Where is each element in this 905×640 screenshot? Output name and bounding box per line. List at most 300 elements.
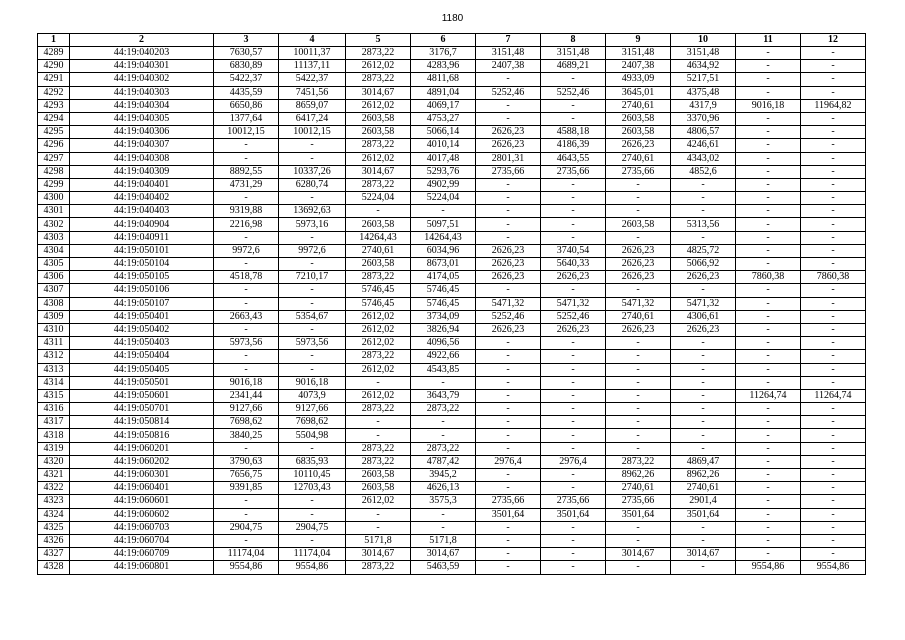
- value-cell: 4375,48: [671, 86, 736, 99]
- value-cell: 2873,22: [346, 178, 411, 191]
- value-cell: -: [736, 178, 801, 191]
- value-cell: 2626,23: [541, 271, 606, 284]
- value-cell: -: [801, 244, 866, 257]
- value-cell: 3370,96: [671, 112, 736, 125]
- cadastral-number-cell: 44:19:040305: [70, 112, 214, 125]
- value-cell: 5471,32: [541, 297, 606, 310]
- cadastral-number-cell: 44:19:040304: [70, 99, 214, 112]
- value-cell: -: [411, 205, 476, 218]
- value-cell: 11137,11: [279, 60, 346, 73]
- value-cell: 2735,66: [606, 495, 671, 508]
- value-cell: 9554,86: [801, 561, 866, 574]
- table-row: [38, 205, 866, 218]
- value-cell: 2603,58: [606, 218, 671, 231]
- value-cell: -: [541, 73, 606, 86]
- value-cell: -: [671, 521, 736, 534]
- value-cell: 2612,02: [346, 495, 411, 508]
- value-cell: -: [476, 429, 541, 442]
- value-cell: -: [541, 521, 606, 534]
- value-cell: -: [476, 205, 541, 218]
- value-cell: -: [541, 363, 606, 376]
- value-cell: -: [801, 403, 866, 416]
- table-row: [38, 310, 866, 323]
- value-cell: -: [736, 139, 801, 152]
- value-cell: -: [346, 429, 411, 442]
- value-cell: -: [801, 165, 866, 178]
- value-cell: 4317,9: [671, 99, 736, 112]
- column-header: 9: [606, 34, 671, 47]
- table-row: [38, 323, 866, 336]
- value-cell: 2873,22: [606, 455, 671, 468]
- table-row: [38, 469, 866, 482]
- cadastral-number-cell: 44:19:060801: [70, 561, 214, 574]
- value-cell: -: [214, 323, 279, 336]
- cadastral-number-cell: 44:19:040307: [70, 139, 214, 152]
- value-cell: 2873,22: [346, 403, 411, 416]
- value-cell: 14264,43: [346, 231, 411, 244]
- value-cell: 6830,89: [214, 60, 279, 73]
- value-cell: 4096,56: [411, 337, 476, 350]
- table-row: [38, 231, 866, 244]
- value-cell: 2873,22: [346, 73, 411, 86]
- value-cell: 2904,75: [214, 521, 279, 534]
- row-number-cell: 4310: [38, 323, 70, 336]
- value-cell: 10110,45: [279, 469, 346, 482]
- value-cell: 11174,04: [279, 548, 346, 561]
- value-cell: 5746,45: [411, 297, 476, 310]
- value-cell: 4933,09: [606, 73, 671, 86]
- row-number-cell: 4306: [38, 271, 70, 284]
- value-cell: -: [736, 429, 801, 442]
- value-cell: -: [214, 495, 279, 508]
- table-row: [38, 112, 866, 125]
- cadastral-number-cell: 44:19:050105: [70, 271, 214, 284]
- value-cell: 8962,26: [606, 469, 671, 482]
- table-row: [38, 442, 866, 455]
- value-cell: -: [541, 548, 606, 561]
- value-cell: 5746,45: [346, 284, 411, 297]
- cadastral-number-cell: 44:19:040403: [70, 205, 214, 218]
- value-cell: 3643,79: [411, 389, 476, 402]
- value-cell: -: [346, 376, 411, 389]
- column-header: 12: [801, 34, 866, 47]
- value-cell: -: [736, 534, 801, 547]
- value-cell: 2612,02: [346, 152, 411, 165]
- cadastral-number-cell: 44:19:050401: [70, 310, 214, 323]
- value-cell: -: [279, 363, 346, 376]
- value-cell: -: [279, 442, 346, 455]
- cadastral-number-cell: 44:19:060401: [70, 482, 214, 495]
- value-cell: 2612,02: [346, 60, 411, 73]
- value-cell: 5471,32: [606, 297, 671, 310]
- value-cell: 7210,17: [279, 271, 346, 284]
- value-cell: 7451,56: [279, 86, 346, 99]
- cadastral-number-cell: 44:19:060301: [70, 469, 214, 482]
- value-cell: 5066,14: [411, 126, 476, 139]
- value-cell: 9972,6: [279, 244, 346, 257]
- value-cell: -: [801, 231, 866, 244]
- value-cell: 9319,88: [214, 205, 279, 218]
- value-cell: -: [736, 508, 801, 521]
- value-cell: 4306,61: [671, 310, 736, 323]
- value-cell: 5471,32: [476, 297, 541, 310]
- cadastral-number-cell: 44:19:040203: [70, 47, 214, 60]
- row-number-cell: 4292: [38, 86, 70, 99]
- value-cell: 5171,8: [411, 534, 476, 547]
- value-cell: -: [411, 521, 476, 534]
- value-cell: 2901,4: [671, 495, 736, 508]
- value-cell: -: [801, 508, 866, 521]
- value-cell: 6280,74: [279, 178, 346, 191]
- table-row: [38, 178, 866, 191]
- row-number-cell: 4312: [38, 350, 70, 363]
- value-cell: -: [801, 205, 866, 218]
- value-cell: 4174,05: [411, 271, 476, 284]
- value-cell: 9554,86: [736, 561, 801, 574]
- value-cell: 2740,61: [606, 482, 671, 495]
- value-cell: 7860,38: [801, 271, 866, 284]
- value-cell: 4518,78: [214, 271, 279, 284]
- value-cell: -: [476, 363, 541, 376]
- value-cell: -: [736, 323, 801, 336]
- column-header: 5: [346, 34, 411, 47]
- value-cell: -: [279, 508, 346, 521]
- table-row: [38, 521, 866, 534]
- cadastral-number-cell: 44:19:050402: [70, 323, 214, 336]
- value-cell: -: [606, 350, 671, 363]
- value-cell: 2612,02: [346, 337, 411, 350]
- value-cell: -: [606, 337, 671, 350]
- value-cell: 4891,04: [411, 86, 476, 99]
- value-cell: 9554,86: [279, 561, 346, 574]
- value-cell: 5354,67: [279, 310, 346, 323]
- value-cell: -: [736, 442, 801, 455]
- value-cell: 2626,23: [671, 323, 736, 336]
- value-cell: -: [346, 521, 411, 534]
- value-cell: -: [671, 561, 736, 574]
- value-cell: 2626,23: [606, 271, 671, 284]
- value-cell: -: [736, 284, 801, 297]
- value-cell: -: [541, 403, 606, 416]
- value-cell: -: [214, 534, 279, 547]
- value-cell: 2626,23: [541, 323, 606, 336]
- value-cell: 3014,67: [346, 548, 411, 561]
- value-cell: -: [541, 205, 606, 218]
- value-cell: 2873,22: [411, 442, 476, 455]
- value-cell: 7656,75: [214, 469, 279, 482]
- value-cell: -: [736, 73, 801, 86]
- value-cell: -: [801, 310, 866, 323]
- value-cell: -: [346, 416, 411, 429]
- value-cell: 4869,47: [671, 455, 736, 468]
- value-cell: 5504,98: [279, 429, 346, 442]
- value-cell: 2341,44: [214, 389, 279, 402]
- value-cell: -: [214, 231, 279, 244]
- value-cell: -: [476, 99, 541, 112]
- value-cell: 2740,61: [671, 482, 736, 495]
- value-cell: 10337,26: [279, 165, 346, 178]
- row-number-cell: 4295: [38, 126, 70, 139]
- value-cell: 2626,23: [606, 323, 671, 336]
- row-number-cell: 4301: [38, 205, 70, 218]
- row-number-cell: 4296: [38, 139, 70, 152]
- value-cell: -: [606, 178, 671, 191]
- cadastral-number-cell: 44:19:060201: [70, 442, 214, 455]
- row-number-cell: 4314: [38, 376, 70, 389]
- value-cell: 5224,04: [346, 192, 411, 205]
- value-cell: 4643,55: [541, 152, 606, 165]
- row-number-cell: 4294: [38, 112, 70, 125]
- value-cell: -: [279, 297, 346, 310]
- value-cell: 2612,02: [346, 99, 411, 112]
- value-cell: -: [801, 416, 866, 429]
- page-number: 1180: [441, 13, 464, 24]
- table-row: [38, 534, 866, 547]
- value-cell: 9016,18: [214, 376, 279, 389]
- value-cell: 5252,46: [541, 310, 606, 323]
- row-number-cell: 4300: [38, 192, 70, 205]
- value-cell: -: [736, 231, 801, 244]
- value-cell: 2626,23: [476, 271, 541, 284]
- cadastral-number-cell: 44:19:040401: [70, 178, 214, 191]
- value-cell: -: [476, 403, 541, 416]
- value-cell: 2407,38: [476, 60, 541, 73]
- value-cell: -: [801, 442, 866, 455]
- value-cell: -: [671, 231, 736, 244]
- value-cell: 8659,07: [279, 99, 346, 112]
- value-cell: -: [736, 548, 801, 561]
- value-cell: 2976,4: [476, 455, 541, 468]
- value-cell: 2603,58: [346, 469, 411, 482]
- value-cell: 2612,02: [346, 389, 411, 402]
- value-cell: -: [476, 178, 541, 191]
- value-cell: -: [671, 403, 736, 416]
- value-cell: 3501,64: [671, 508, 736, 521]
- table-row: [38, 416, 866, 429]
- cadastral-number-cell: 44:19:050404: [70, 350, 214, 363]
- table-row: [38, 126, 866, 139]
- value-cell: -: [606, 231, 671, 244]
- value-cell: -: [671, 416, 736, 429]
- value-cell: 3840,25: [214, 429, 279, 442]
- value-cell: 5640,33: [541, 258, 606, 271]
- value-cell: 10012,15: [214, 126, 279, 139]
- value-cell: 8962,26: [671, 469, 736, 482]
- cadastral-number-cell: 44:19:050106: [70, 284, 214, 297]
- value-cell: 11964,82: [801, 99, 866, 112]
- column-header: 11: [736, 34, 801, 47]
- table-body: [38, 47, 866, 575]
- row-number-cell: 4309: [38, 310, 70, 323]
- cadastral-number-cell: 44:19:050501: [70, 376, 214, 389]
- value-cell: 2873,22: [346, 442, 411, 455]
- table-row: [38, 47, 866, 60]
- value-cell: -: [671, 284, 736, 297]
- table-row: [38, 363, 866, 376]
- value-cell: -: [279, 350, 346, 363]
- value-cell: -: [736, 86, 801, 99]
- value-cell: 4435,59: [214, 86, 279, 99]
- value-cell: 2626,23: [476, 323, 541, 336]
- value-cell: -: [671, 337, 736, 350]
- value-cell: -: [606, 284, 671, 297]
- value-cell: 3501,64: [606, 508, 671, 521]
- value-cell: -: [606, 389, 671, 402]
- row-number-cell: 4307: [38, 284, 70, 297]
- table-row: [38, 86, 866, 99]
- value-cell: 2735,66: [606, 165, 671, 178]
- value-cell: -: [411, 376, 476, 389]
- value-cell: 4010,14: [411, 139, 476, 152]
- value-cell: 2626,23: [606, 244, 671, 257]
- value-cell: 3176,7: [411, 47, 476, 60]
- cadastral-number-cell: 44:19:040309: [70, 165, 214, 178]
- value-cell: 13692,63: [279, 205, 346, 218]
- value-cell: 2873,22: [346, 47, 411, 60]
- value-cell: 2216,98: [214, 218, 279, 231]
- column-header: 10: [671, 34, 736, 47]
- value-cell: 3501,64: [541, 508, 606, 521]
- value-cell: -: [606, 192, 671, 205]
- value-cell: 5217,51: [671, 73, 736, 86]
- row-number-cell: 4321: [38, 469, 70, 482]
- value-cell: -: [476, 534, 541, 547]
- value-cell: -: [476, 192, 541, 205]
- value-cell: 2626,23: [671, 271, 736, 284]
- value-cell: 3014,67: [671, 548, 736, 561]
- value-cell: 5973,16: [279, 218, 346, 231]
- value-cell: -: [476, 469, 541, 482]
- value-cell: 2626,23: [476, 244, 541, 257]
- value-cell: -: [801, 521, 866, 534]
- value-cell: -: [214, 350, 279, 363]
- value-cell: -: [736, 218, 801, 231]
- table-row: [38, 165, 866, 178]
- value-cell: 2904,75: [279, 521, 346, 534]
- cadastral-number-cell: 44:19:040904: [70, 218, 214, 231]
- value-cell: 2603,58: [606, 126, 671, 139]
- value-cell: 4073,9: [279, 389, 346, 402]
- value-cell: -: [476, 337, 541, 350]
- value-cell: 4731,29: [214, 178, 279, 191]
- value-cell: -: [606, 442, 671, 455]
- value-cell: -: [411, 416, 476, 429]
- value-cell: -: [801, 258, 866, 271]
- value-cell: -: [541, 561, 606, 574]
- value-cell: -: [736, 403, 801, 416]
- table-row: [38, 403, 866, 416]
- value-cell: -: [541, 192, 606, 205]
- value-cell: 3151,48: [606, 47, 671, 60]
- value-cell: -: [606, 205, 671, 218]
- table-row: [38, 455, 866, 468]
- value-cell: -: [476, 284, 541, 297]
- value-cell: -: [671, 178, 736, 191]
- value-cell: -: [541, 284, 606, 297]
- value-cell: -: [801, 47, 866, 60]
- value-cell: 9391,85: [214, 482, 279, 495]
- table-row: [38, 258, 866, 271]
- value-cell: 3740,54: [541, 244, 606, 257]
- value-cell: -: [279, 152, 346, 165]
- value-cell: 3014,67: [346, 86, 411, 99]
- value-cell: 2612,02: [346, 323, 411, 336]
- value-cell: 5293,76: [411, 165, 476, 178]
- value-cell: 5746,45: [346, 297, 411, 310]
- value-cell: -: [801, 126, 866, 139]
- value-cell: 4689,21: [541, 60, 606, 73]
- value-cell: 7860,38: [736, 271, 801, 284]
- value-cell: -: [736, 337, 801, 350]
- value-cell: 5171,8: [346, 534, 411, 547]
- value-cell: -: [606, 403, 671, 416]
- value-cell: -: [736, 192, 801, 205]
- row-number-cell: 4327: [38, 548, 70, 561]
- row-number-cell: 4319: [38, 442, 70, 455]
- value-cell: 2740,61: [606, 152, 671, 165]
- value-cell: -: [801, 178, 866, 191]
- cadastral-number-cell: 44:19:060202: [70, 455, 214, 468]
- value-cell: 5066,92: [671, 258, 736, 271]
- value-cell: 12703,43: [279, 482, 346, 495]
- value-cell: -: [541, 112, 606, 125]
- value-cell: 10012,15: [279, 126, 346, 139]
- row-number-cell: 4299: [38, 178, 70, 191]
- value-cell: -: [801, 60, 866, 73]
- value-cell: 2407,38: [606, 60, 671, 73]
- value-cell: -: [801, 495, 866, 508]
- value-cell: -: [476, 218, 541, 231]
- value-cell: 2735,66: [541, 165, 606, 178]
- value-cell: 3945,2: [411, 469, 476, 482]
- value-cell: 3014,67: [606, 548, 671, 561]
- row-number-cell: 4311: [38, 337, 70, 350]
- value-cell: -: [736, 495, 801, 508]
- value-cell: -: [606, 376, 671, 389]
- value-cell: 9554,86: [214, 561, 279, 574]
- table-row: [38, 389, 866, 402]
- value-cell: -: [671, 429, 736, 442]
- header-row: [38, 34, 866, 47]
- value-cell: 5746,45: [411, 284, 476, 297]
- value-cell: 2735,66: [476, 495, 541, 508]
- row-number-cell: 4298: [38, 165, 70, 178]
- value-cell: 4588,18: [541, 126, 606, 139]
- cadastral-number-cell: 44:19:060601: [70, 495, 214, 508]
- value-cell: -: [671, 350, 736, 363]
- value-cell: -: [736, 310, 801, 323]
- cadastral-number-cell: 44:19:050107: [70, 297, 214, 310]
- value-cell: -: [476, 350, 541, 363]
- value-cell: -: [801, 73, 866, 86]
- value-cell: 5973,56: [279, 337, 346, 350]
- value-cell: -: [801, 297, 866, 310]
- value-cell: 2603,58: [346, 482, 411, 495]
- value-cell: 2976,4: [541, 455, 606, 468]
- row-number-cell: 4318: [38, 429, 70, 442]
- table-row: [38, 244, 866, 257]
- value-cell: -: [541, 442, 606, 455]
- value-cell: 5252,46: [476, 86, 541, 99]
- value-cell: 2603,58: [346, 126, 411, 139]
- value-cell: 5224,04: [411, 192, 476, 205]
- table-row: [38, 99, 866, 112]
- value-cell: -: [214, 297, 279, 310]
- value-cell: 5471,32: [671, 297, 736, 310]
- value-cell: -: [476, 482, 541, 495]
- table-row: [38, 561, 866, 574]
- value-cell: 7698,62: [214, 416, 279, 429]
